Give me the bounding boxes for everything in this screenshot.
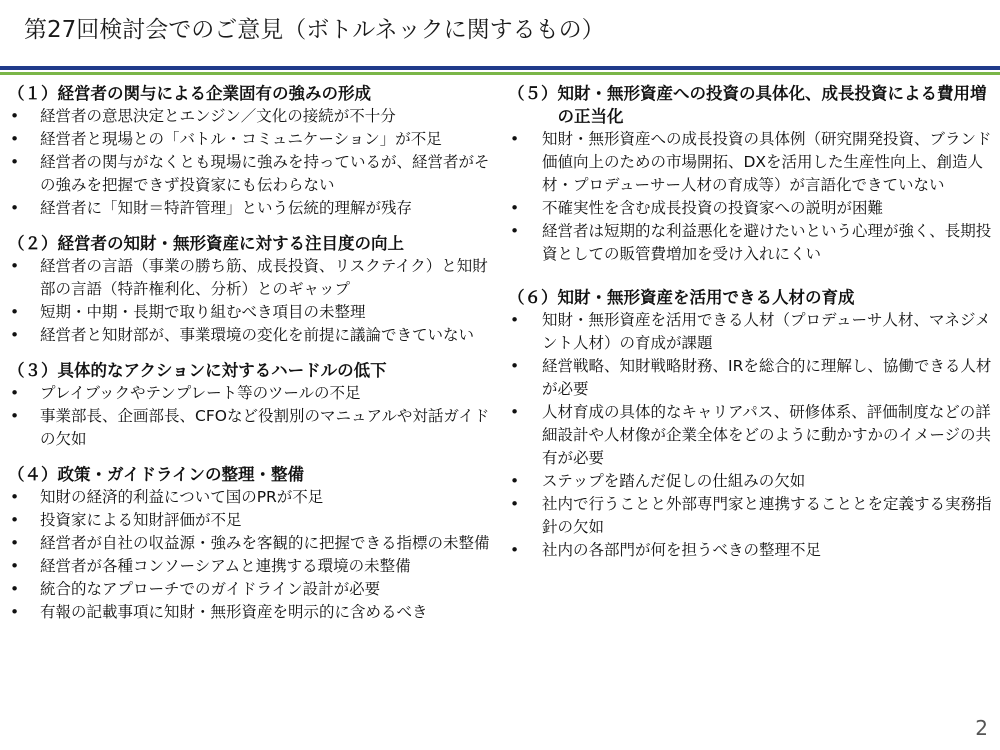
page-number: 2 (975, 716, 988, 740)
list-item (508, 128, 992, 197)
list-item-text: 経営者は短期的な利益悪化を避けたいという心理が強く、長期投資としての販管費増加を受け入れにくい (542, 222, 992, 263)
section-number: （５） (508, 84, 558, 103)
section-heading (508, 82, 992, 128)
list-item-text: 社内の各部門が何を担うべきの整理不足 (542, 541, 822, 559)
bullet-icon: • (510, 130, 520, 148)
list-item-text: 社内で行うことと外部専門家と連携することとを定義する実務指針の欠如 (542, 495, 992, 536)
section-number: （６） (508, 288, 558, 307)
list-item-text: 有報の記載事項に知財・無形資産を明示的に含めるべき (40, 603, 428, 621)
bullet-icon: • (10, 303, 20, 321)
list-item-text: 経営戦略、知財戦略財務、IRを総合的に理解し、協働できる人材が必要 (542, 357, 992, 398)
list-item (508, 197, 992, 220)
list-item (8, 197, 492, 220)
bullet-icon: • (10, 257, 20, 275)
list-item-text: 知財の経済的利益について国のPRが不足 (40, 488, 324, 506)
bullet-icon: • (10, 488, 20, 506)
section-heading (8, 359, 492, 382)
bullet-icon: • (10, 580, 20, 598)
list-item (508, 309, 992, 355)
right-column (508, 82, 992, 574)
list-item (8, 105, 492, 128)
page-title: 第27回検討会でのご意見（ボトルネックに関するもの） (24, 17, 605, 43)
bullet-icon: • (10, 511, 20, 529)
list-item-text: 経営者と現場との「バトル・コミュニケーション」が不足 (40, 130, 442, 148)
section-title: 政策・ガイドラインの整理・整備 (57, 465, 305, 484)
list-item-text: 統合的なアプローチでのガイドライン設計が必要 (40, 580, 381, 598)
bullet-icon: • (10, 557, 20, 575)
list-item (8, 509, 492, 532)
bullet-icon: • (510, 403, 520, 421)
list-item (508, 401, 992, 470)
list-item-text: 経営者が各種コンソーシアムと連携する環境の未整備 (40, 557, 411, 575)
list-item (508, 355, 992, 401)
list-item-text: プレイブックやテンプレート等のツールの不足 (40, 384, 361, 402)
section-heading (8, 463, 492, 486)
bullet-icon: • (10, 153, 20, 171)
bullet-icon: • (10, 534, 20, 552)
section-number: （４） (8, 465, 58, 484)
section-1 (8, 82, 492, 220)
section-number: （１） (8, 84, 58, 103)
list-item (8, 405, 492, 451)
list-item (8, 301, 492, 324)
bullet-icon: • (510, 311, 520, 329)
list-item-text: 不確実性を含む成長投資の投資家への説明が困難 (542, 199, 884, 217)
section-title: 経営者の関与による企業固有の強みの形成 (57, 84, 371, 103)
list-item (508, 220, 992, 266)
list-item-text: 人材育成の具体的なキャリアパス、研修体系、評価制度などの詳細設計や人材像が企業全体をどのように動かすかのイメージの共有が必要 (542, 403, 992, 467)
bullet-icon: • (510, 472, 520, 490)
bullet-icon: • (510, 199, 520, 217)
section-heading (8, 82, 492, 105)
bullet-icon: • (10, 603, 20, 621)
bullet-list (8, 382, 492, 451)
list-item (8, 255, 492, 301)
section-4 (8, 463, 492, 624)
list-item (8, 151, 492, 197)
list-item-text: 経営者の意思決定とエンジン／文化の接続が不十分 (40, 107, 396, 125)
list-item-text: 投資家による知財評価が不足 (40, 511, 242, 529)
section-heading (508, 286, 992, 309)
bullet-list (8, 255, 492, 347)
list-item-text: 経営者の関与がなくとも現場に強みを持っているが、経営者がその強みを把握できず投資家にも伝わらない (40, 153, 490, 194)
section-title: 経営者の知財・無形資産に対する注目度の向上 (57, 234, 404, 253)
section-title: 知財・無形資産を活用できる人材の育成 (557, 288, 855, 307)
list-item-text: 知財・無形資産への成長投資の具体例（研究開発投資、ブランド価値向上のための市場開拓、DXを活用した生産性向上、創造人材・プロデューサー人材の育成等）が言語化できていない (542, 130, 992, 194)
bullet-icon: • (510, 357, 520, 375)
list-item-text: ステップを踏んだ促しの仕組みの欠如 (542, 472, 806, 490)
list-item-text: 事業部長、企画部長、CFOなど役割別のマニュアルや対話ガイドの欠如 (40, 407, 490, 448)
bullet-icon: • (510, 541, 520, 559)
left-column (8, 82, 492, 636)
list-item-text: 知財・無形資産を活用できる人材（プロデューサ人材、マネジメント人材）の育成が課題 (542, 311, 991, 352)
bullet-icon: • (10, 384, 20, 402)
header-rule-blue (0, 66, 1000, 70)
section-2 (8, 232, 492, 347)
list-item (8, 128, 492, 151)
list-item-text: 経営者が自社の収益源・強みを客観的に把握できる指標の未整備 (40, 534, 490, 552)
bullet-list (508, 128, 992, 266)
section-title: 知財・無形資産への投資の具体化、成長投資による費用増の正当化 (557, 84, 987, 126)
list-item-text: 経営者と知財部が、事業環境の変化を前提に議論できていない (40, 326, 475, 344)
list-item (8, 486, 492, 509)
section-number: （２） (8, 234, 58, 253)
bullet-icon: • (10, 130, 20, 148)
bullet-icon: • (10, 199, 20, 217)
section-3 (8, 359, 492, 451)
bullet-icon: • (10, 407, 20, 425)
list-item (8, 578, 492, 601)
bullet-icon: • (510, 222, 520, 240)
list-item (508, 493, 992, 539)
list-item (8, 532, 492, 555)
section-heading (8, 232, 492, 255)
list-item-text: 経営者に「知財＝特許管理」という伝統的理解が残存 (40, 199, 413, 217)
list-item (8, 601, 492, 624)
bullet-icon: • (10, 326, 20, 344)
bullet-list (508, 309, 992, 562)
list-item (8, 555, 492, 578)
section-number: （３） (8, 361, 58, 380)
section-6 (508, 286, 992, 562)
list-item-text: 経営者の言語（事業の勝ち筋、成長投資、リスクテイク）と知財部の言語（特許権利化、分析）とのギャップ (40, 257, 488, 298)
list-item (508, 470, 992, 493)
list-item-text: 短期・中期・長期で取り組むべき項目の未整理 (40, 303, 366, 321)
section-5 (508, 82, 992, 266)
header-rule-green (0, 72, 1000, 75)
list-item (8, 382, 492, 405)
bullet-list (8, 105, 492, 220)
bullet-list (8, 486, 492, 624)
bullet-icon: • (10, 107, 20, 125)
list-item (508, 539, 992, 562)
section-title: 具体的なアクションに対するハードルの低下 (57, 361, 387, 380)
bullet-icon: • (510, 495, 520, 513)
list-item (8, 324, 492, 347)
